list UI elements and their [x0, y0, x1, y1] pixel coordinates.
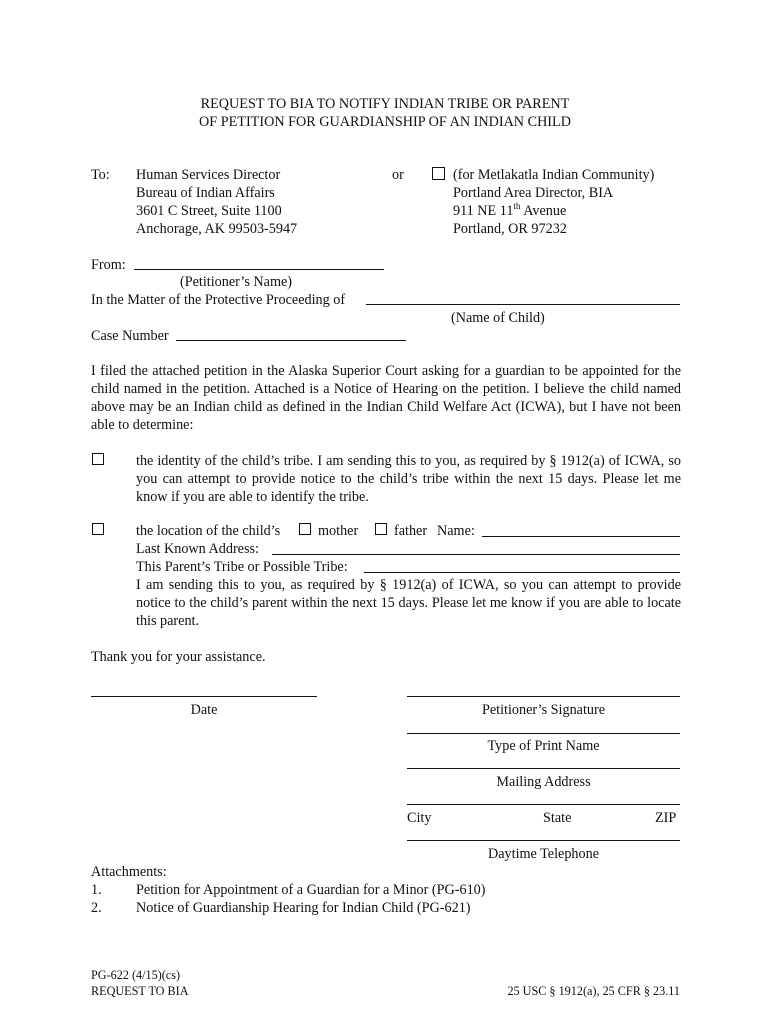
- print-name-label: Type of Print Name: [487, 738, 600, 754]
- metlakatla-checkbox[interactable]: [432, 167, 445, 180]
- parent-location-checkbox[interactable]: [92, 523, 104, 535]
- mailing-address-field[interactable]: [407, 768, 680, 769]
- or-label: or: [392, 167, 404, 183]
- child-name-caption: (Name of Child): [451, 310, 545, 326]
- to-address-line3: 3601 C Street, Suite 1100: [136, 203, 282, 219]
- daytime-telephone-field[interactable]: [407, 840, 680, 841]
- intro-paragraph: I filed the attached petition in the Alaska Superior Court asking for a guardian to be appointed for the child named in the petition. Attached is a Notice of Hearing on the petition. I believe the child named above may be an Indian child as defined in the Indian Child Welfare Act (ICWA), but I have not been able to determine:: [91, 363, 681, 433]
- case-number-field[interactable]: [176, 340, 406, 341]
- mother-label: mother: [318, 523, 359, 539]
- parent-name-field[interactable]: [482, 536, 680, 537]
- attachment-item-2: Notice of Guardianship Hearing for Indian Child (PG-621): [136, 900, 471, 916]
- parent-tribe-field[interactable]: [364, 572, 680, 573]
- attachment-number-2: 2.: [91, 900, 102, 916]
- attachment-item-1: Petition for Appointment of a Guardian for a Minor (PG-610): [136, 882, 486, 898]
- print-name-field[interactable]: [407, 733, 680, 734]
- form-id: PG-622 (4/15)(cs): [91, 968, 181, 982]
- daytime-telephone-label: Daytime Telephone: [487, 846, 600, 862]
- to-address-line2: Bureau of Indian Affairs: [136, 185, 275, 201]
- legal-citation: 25 USC § 1912(a), 25 CFR § 23.11: [507, 984, 680, 998]
- mother-checkbox[interactable]: [299, 523, 311, 535]
- form-title-line2: OF PETITION FOR GUARDIANSHIP OF AN INDIAN CHILD: [199, 114, 571, 130]
- father-label: father: [394, 523, 428, 539]
- alt-address-line1: (for Metlakatla Indian Community): [453, 167, 655, 183]
- state-label: State: [543, 810, 572, 826]
- signature-field[interactable]: [407, 696, 680, 697]
- parent-name-label: Name:: [437, 523, 475, 539]
- city-state-zip-field[interactable]: [407, 804, 680, 805]
- father-checkbox[interactable]: [375, 523, 387, 535]
- child-name-field[interactable]: [366, 304, 680, 305]
- to-address-line1: Human Services Director: [136, 167, 281, 183]
- date-label: Date: [190, 702, 218, 718]
- zip-label: ZIP: [655, 810, 677, 826]
- city-label: City: [407, 810, 432, 826]
- form-name: REQUEST TO BIA: [91, 984, 189, 998]
- last-known-address-field[interactable]: [272, 554, 680, 555]
- parent-location-text: I am sending this to you, as required by § 1912(a) of ICWA, so you can attempt to provide notice to the child’s parent within the next 15 days. Please let me know if you are able to locate this parent.: [136, 577, 681, 629]
- petitioner-name-field[interactable]: [134, 269, 384, 270]
- alt-address-line2: Portland Area Director, BIA: [453, 185, 614, 201]
- petitioner-name-caption: (Petitioner’s Name): [180, 274, 293, 290]
- parent-location-lead: the location of the child’s: [136, 523, 281, 539]
- attachments-label: Attachments:: [91, 864, 167, 880]
- mailing-address-label: Mailing Address: [496, 774, 591, 790]
- parent-tribe-label: This Parent’s Tribe or Possible Tribe:: [136, 559, 348, 575]
- thanks-text: Thank you for your assistance.: [91, 649, 266, 665]
- alt-address-line3: 911 NE 11th Avenue: [453, 201, 567, 219]
- matter-label: In the Matter of the Protective Proceeding of: [91, 292, 346, 308]
- tribe-identity-text: the identity of the child’s tribe. I am sending this to you, as required by § 1912(a) of ICWA, so you can attempt to provide notice to the child’s tribe within the next 15 days. Please let me know if you are able to identify the tribe.: [136, 453, 681, 505]
- to-address-line4: Anchorage, AK 99503-5947: [136, 221, 298, 237]
- date-field[interactable]: [91, 696, 317, 697]
- form-title-line1: REQUEST TO BIA TO NOTIFY INDIAN TRIBE OR PARENT: [200, 96, 570, 112]
- tribe-identity-checkbox[interactable]: [92, 453, 104, 465]
- to-label: To:: [91, 167, 110, 183]
- from-label: From:: [91, 257, 126, 273]
- case-number-label: Case Number: [91, 328, 169, 344]
- last-known-address-label: Last Known Address:: [136, 541, 259, 557]
- alt-address-line4: Portland, OR 97232: [453, 221, 567, 237]
- signature-label: Petitioner’s Signature: [481, 702, 606, 718]
- attachment-number-1: 1.: [91, 882, 102, 898]
